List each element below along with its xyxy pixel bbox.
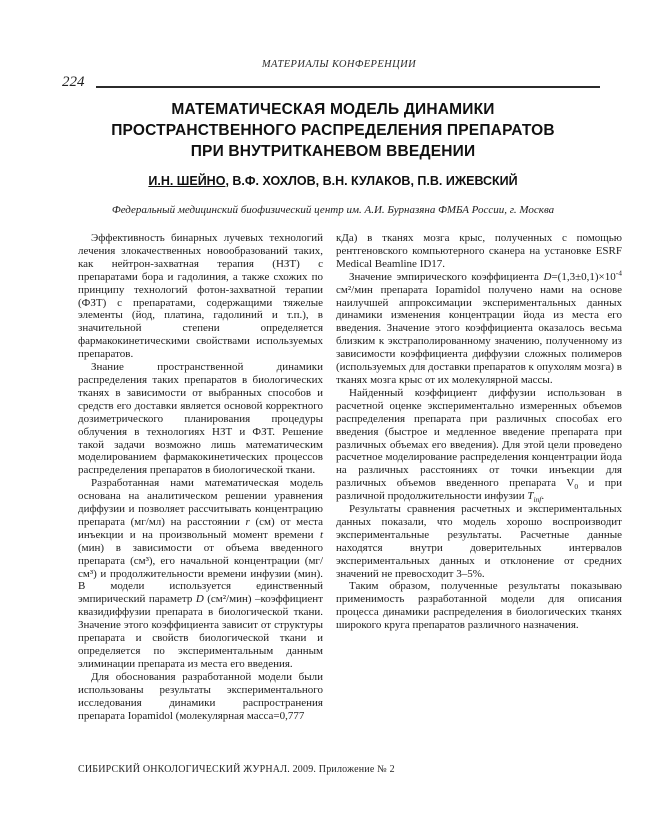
- text-run: и при различной продолжительности инфузии: [336, 477, 622, 503]
- article-title-line-3: ПРИ ВНУТРИТКАНЕВОМ ВВЕДЕНИИ: [190, 143, 476, 160]
- paragraph: [336, 387, 622, 503]
- text-column-right: [336, 232, 622, 632]
- text-run: Разработанная нами математическая модель основана на аналитическом решении уравнения диффузии и позволяет рассчитывать концентрацию препарата (мг/мл) на расстоянии: [78, 477, 323, 528]
- authors-line: [48, 174, 618, 188]
- paragraph: [336, 232, 622, 271]
- paragraph: [78, 477, 323, 671]
- text-run: 0: [574, 482, 579, 492]
- text-run: D: [195, 593, 204, 606]
- journal-footer: СИБИРСКИЙ ОНКОЛОГИЧЕСКИЙ ЖУРНАЛ. 2009. Приложение № 2: [78, 764, 395, 775]
- text-run: r: [245, 515, 250, 528]
- text-run: =(1,3±0,1)×10: [551, 270, 616, 283]
- text-run: см²/мин препарата Iopamidol получено нами на основе наилучшей аппроксимации экспериментальных данных динамики изменения концентрации йода из места его введения. Значение этого коэффициента оказалось весьма близким к экстраполированному значению, полученному из зависимости коэффициента диффузии сложных полимеров (используемых для доставки препаратов к опухолям мозга) в тканях мозга крыс от их молекулярной массы.: [336, 283, 623, 386]
- paragraph: [336, 580, 622, 632]
- text-run: T: [527, 490, 534, 503]
- text-column-left: [78, 232, 323, 722]
- paragraph: [336, 503, 622, 580]
- text-run: -4: [615, 268, 622, 278]
- text-run: Эффективность бинарных лучевых технологий лечения злокачественных новообразований таких, как нейтрон-захватная терапия (НЗТ) с препаратами бора и гадолиния, а также схожих по принципу технологий фотон-захватной терапии (ФЗТ) с препаратами, содержащими тяжелые элементы (йод, платина, гадолиний и т.п.), в значительной степени определяется фармакокинетическими свойствами используемых препаратов.: [78, 232, 323, 361]
- text-run: Результаты сравнения расчетных и экспериментальных данных показали, что модель хорошо воспроизводит экспериментальные результаты. Расчетные данные находятся внутри доверительных интервалов экспериментальных данных и отклонение от средних значений не превосходит 3–5%.: [336, 503, 622, 580]
- text-run: кДа) в тканях мозга крыс, полученных с помощью рентгеновского компьютерного сканера на установке ESRF Medical Beamline ID17.: [336, 232, 622, 270]
- paragraph: [78, 671, 323, 723]
- text-run: Для обоснования разработанной модели были использованы результаты экспериментального исследования динамики распространения препарата Iopamidol (молекулярная масса=0,777: [78, 670, 323, 722]
- author-lead: И.Н. ШЕЙНО: [148, 174, 226, 188]
- text-run: (мин) в зависимости от объема введенного препарата (см³), его начальной концентрации (мг/см³) и продолжительности времени инфузии (мин). В модели используется единственный эмпирический параметр: [78, 541, 323, 606]
- text-run: inf: [533, 495, 542, 505]
- running-head: МАТЕРИАЛЫ КОНФЕРЕНЦИИ: [261, 59, 417, 70]
- text-run: Таким образом, полученные результаты показываю применимость разработанной модели для описания процесса динамики распределения в биологических тканях широкого круга препаратов различного назначения.: [336, 580, 622, 632]
- text-run: D: [543, 270, 552, 283]
- header-rule: [96, 86, 600, 88]
- article-title: [48, 99, 618, 162]
- article-title-line-2: ПРОСТРАНСТВЕННОГО РАСПРЕДЕЛЕНИЯ ПРЕПАРАТОВ: [111, 122, 555, 139]
- paragraph: [78, 232, 323, 361]
- text-run: Знание пространственной динамики распределения таких препаратов в биологических тканях в зависимости от выбранных способов и средств его доставки является основой корректного дозиметрического планирования процедуры облучения в технологиях НЗТ и ФЗТ. Решение такой задачи возможно лишь математическим моделированием фармакокинетических процессов распределения препаратов в биологической ткани.: [78, 361, 323, 477]
- text-run: Найденный коэффициент диффузии использован в расчетной оценке экспериментально измеренных объемов распределения препарата при различных способах его введения (быстрое и медленное введение препарата при различных объемах его введения). Для этой цели проведено расчетное моделирование распределения концентрации йода на различных расстояниях от точки инъекции для различных объемов введенного препарата V: [336, 386, 622, 490]
- paragraph: [78, 361, 323, 477]
- text-run: .: [541, 490, 545, 503]
- article-title-line-1: МАТЕМАТИЧЕСКАЯ МОДЕЛЬ ДИНАМИКИ: [171, 101, 495, 118]
- authors-rest: , В.Ф. ХОХЛОВ, В.Н. КУЛАКОВ, П.В. ИЖЕВСКИЙ: [225, 174, 518, 188]
- paragraph: [336, 268, 623, 387]
- page-number: 224: [62, 74, 85, 90]
- text-run: (см²/мин) –коэффициент квазидиффузии препарата в биологической ткани. Значение этого коэффициента зависит от структуры препарата и свойств биологической ткани и определяется по экспериментальным данным элиминации препарата из места его введения.: [78, 593, 323, 670]
- affiliation-line: Федеральный медицинский биофизический центр им. А.И. Бурназяна ФМБА России, г. Москва: [111, 204, 555, 216]
- text-run: Значение эмпирического коэффициента: [349, 270, 544, 283]
- text-run: t: [319, 528, 323, 541]
- text-run: (см) от места инъекции и на произвольный момент времени: [78, 515, 323, 541]
